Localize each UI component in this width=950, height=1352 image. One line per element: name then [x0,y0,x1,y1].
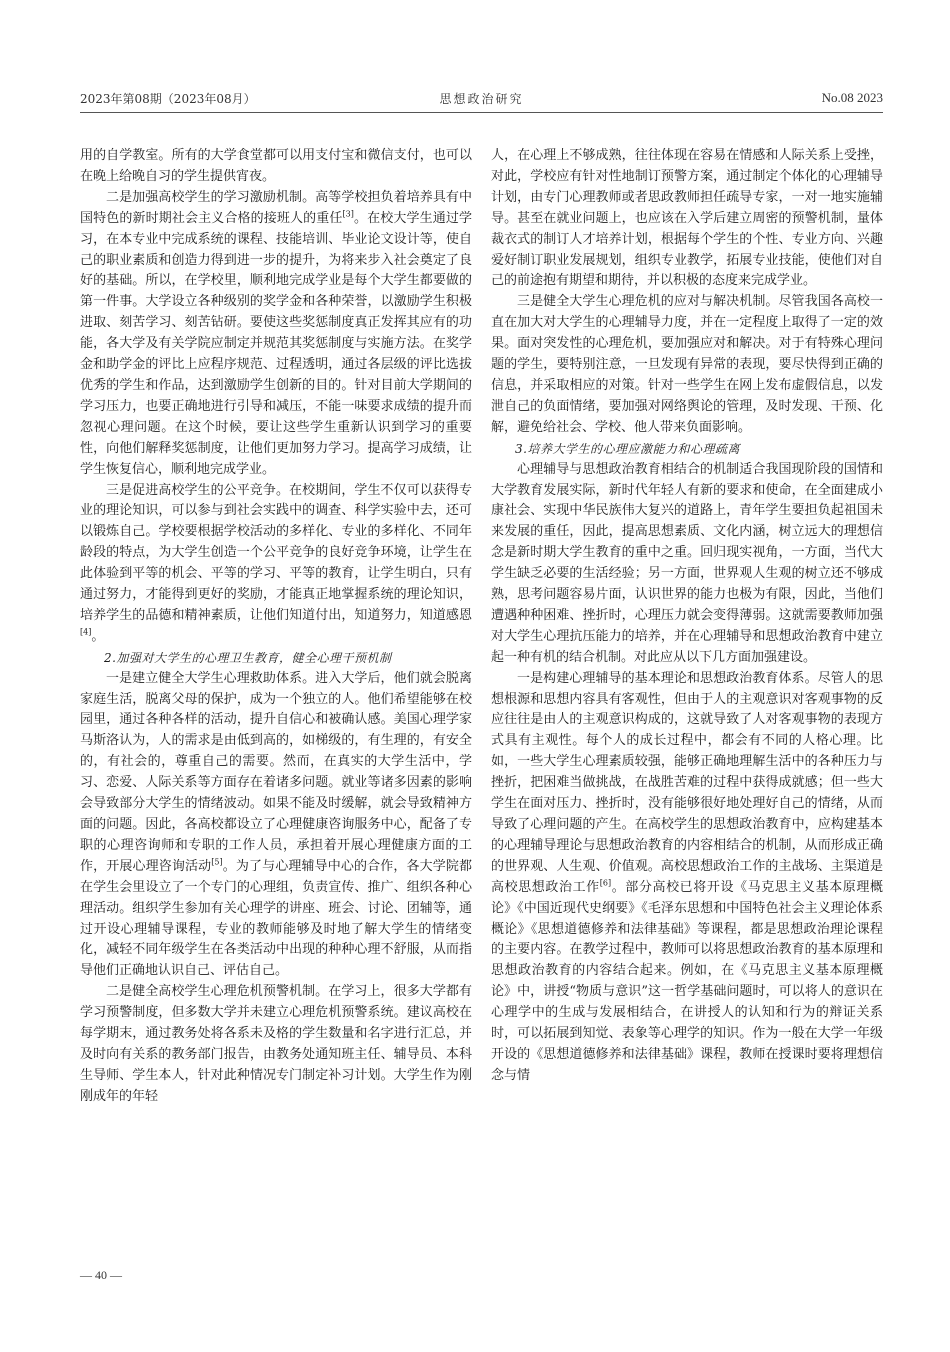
paragraph: 人，在心理上不够成熟，往往体现在容易在情感和人际关系上受挫，对此，学校应有针对性地制订预警方案，通过制定个体化的心理辅导计划，由专门心理教师或者思政教师担任疏导专家，一对一地实施辅导。甚至在就业问题上，也应该在入学后建立周密的预警机制，量体裁衣式的制订人才培养计划，根据每个学生的个性、专业方向、兴趣爱好制订职业发展规划，组织专业教学，拓展专业技能，使他们对自己的前途抱有期望和期待，并以积极的态度来完成学业。 [491,148,883,289]
header-rule [80,112,883,113]
paragraph: 用的自学教室。所有的大学食堂都可以用支付宝和微信支付，也可以在晚上给晚自习的学生提供宵夜。 [80,148,472,184]
section-heading: 3.培养大学生的心理应激能力和心理疏离 [515,441,740,456]
paragraph: 心理辅导与思想政治教育相结合的机制适合我国现阶段的国情和大学教育发展实际，新时代年轻人有新的要求和使命，在全面建成小康社会、实现中华民族伟大复兴的道路上，青年学生要担负起祖国未来发展的重任，因此，提高思想素质、文化内涵，树立远大的理想信念是新时期大学生教育的重中之重。回归现实视角，一方面，当代大学生缺乏必要的生活经验；另一方面，世界观人生观的树立还不够成熟，思考问题容易片面，认识世界的能力也极为有限，因此，当他们遭遇种种困难、挫折时，心理压力就会变得薄弱。这就需要教师加强对大学生心理抗压能力的培养，并在心理辅导和思想政治教育中建立起一种有机的结合机制。对此应从以下几方面加强建设。 [491,461,883,665]
issue-info: 2023年第08期（2023年08月） [80,92,256,106]
citation-5: [5] [211,857,223,867]
right-column [491,146,883,1087]
page-number: — 40 — [80,1268,122,1282]
journal-title: 思想政治研究 [439,92,524,106]
paragraph: 一是构建心理辅导的基本理论和思想政治教育体系。尽管人的思想根源和思想内容具有客观性，但由于人的主观意识对客观事物的反应往往是由人的主观意识构成的，这就导致了人对客观事物的表现方式具有主观性。每个人的成长过程中，都会有不同的人格心理。比如，一些大学生心理素质较强，能够正确地理解生活中的各种压力与挫折，把困难当做挑战，在战胜苦难的过程中获得成就感；但一些大学生在面对压力、挫折时，没有能够很好地处理好自己的情绪，从而导致了心理问题的产生。在高校学生的思想政治教育中，应构建基本的心理辅导理论与思想政治教育的内容相结合的机制，从而形成正确的世界观、人生观、价值观。高校思想政治工作的主战场、主渠道是高校思想政治工作[6]。部分高校已将开设《马克思主义基本原理概论》《中国近现代史纲要》《毛泽东思想和中国特色社会主义理论体系概论》《思想道德修养和法律基础》等课程，都是思想政治理论课程的主要内容。在教学过程中，教师可以将思想政治教育的基本原理和思想政治教育的内容结合起来。例如，在《马克思主义基本原理概论》中，讲授“物质与意识”这一哲学基础问题时，可以将人的意识在心理学中的生成与发展相结合，在讲授人的认知和行为的辩证关系时，可以拓展到知觉、表象等心理学的知识。作为一般在大学一年级开设的《思想道德修养和法律基础》课程，教师在授课时要将理想信念与情 [491,670,883,1083]
paragraph: 一是建立健全大学生心理救助体系。进入大学后，他们就会脱离家庭生活，脱离父母的保护，成为一个独立的人。他们希望能够在校园里，通过各种各样的活动，提升自信心和被确认感。美国心理学家马斯洛认为，人的需求是由低到高的，如梯级的，有生理的，有安全的，有社会的，尊重自己的需要。然而，在真实的大学生活中，学习、恋爱、人际关系等方面存在着诸多问题。就业等诸多因素的影响会导致部分大学生的情绪波动。如果不能及时缓解，就会导致精神方面的问题。因此，各高校都设立了心理健康咨询服务中心，配备了专职的心理咨询师和专职的工作人员，承担着开展心理健康方面的工作，开展心理咨询活动[5]。为了与心理辅导中心的合作，各大学院都在学生会里设立了一个专门的心理组，负责宣传、推广、组织各种心理活动。组织学生参加有关心理学的讲座、班会、讨论、团辅等，通过开设心理辅导课程，专业的教师能够及时地了解大学生的情绪变化，减轻不同年级学生在各类活动中出现的种种心理不舒服，从而指导他们正确地认识自己、评估自己。 [80,670,472,979]
running-header [80,90,883,114]
paragraph: 二是加强高校学生的学习激励机制。高等学校担负着培养具有中国特色的新时期社会主义合格的接班人的重任[3]。在校大学生通过学习，在本专业中完成系统的课程、技能培训、毕业论文设计等，使自己的职业素质和创造力得到进一步的提升，为将来步入社会奠定了良好的基础。所以，在学校里，顺利地完成学业是每个大学生都要做的第一件事。大学设立各种级别的奖学金和各种荣誉，以激励学生积极进取、刻苦学习、刻苦钻研。要使这些奖惩制度真正发挥其应有的功能，各大学及有关学院应制定并规范其奖惩制度与实施方法。在奖学金和助学金的评比上应程序规范、过程透明，通过各层级的评比选拔优秀的学生和作品，达到激励学生创新的目的。针对目前大学期间的学习压力，也要正确地进行引导和减压，不能一味要求成绩的提升而忽视心理问题。在这个时候，要让这些学生重新认识到学习的重要性，向他们解释奖惩制度，让他们更加努力学习。提高学习成绩，让学生恢复信心，顺利地完成学业。 [80,189,472,477]
issue-number: No.08 2023 [821,90,883,105]
paragraph: 二是健全高校学生心理危机预警机制。在学习上，很多大学都有学习预警制度，但多数大学并未建立心理危机预警系统。建议高校在每学期末，通过教务处将各系未及格的学生数量和名字进行汇总，并及时向有关系的教务部门报告，由教务处通知班主任、辅导员、本科生导师、学生本人，针对此种情况专门制定补习计划。大学生作为刚刚成年的年轻 [80,984,472,1104]
paragraph: 三是健全大学生心理危机的应对与解决机制。尽管我国各高校一直在加大对大学生的心理辅导力度，并在一定程度上取得了一定的效果。面对突发性的心理危机，要加强应对和解决。对于有特殊心理问题的学生，要特别注意，一旦发现有异常的表现，要尽快得到正确的信息，并采取相应的对策。针对一些学生在网上发布虚假信息，以发泄自己的负面情绪，要加强对网络舆论的管理，及时发现、干预、化解，避免给社会、学校、他人带来负面影响。 [491,294,883,435]
paragraph: 三是促进高校学生的公平竞争。在校期间，学生不仅可以获得专业的理论知识，可以参与到社会实践中的调查、科学实验中去，还可以锻炼自己。学校要根据学校活动的多样化、专业的多样化、不同年龄段的特点，为大学生创造一个公平竞争的良好竞争环境，让学生在此体验到平等的机会、平等的学习、平等的教育，让学生明白，只有通过努力，才能得到更好的奖励，才能真正地掌握系统的理论知识，培养学生的品德和精神素质，让他们知道付出，知道努力，知道感恩[4]。 [80,482,472,644]
citation-4: [4] [80,627,92,637]
citation-6: [6] [599,878,612,888]
citation-3: [3] [342,209,354,219]
left-column [80,146,472,1108]
section-heading: 2.加强对大学生的心理卫生教育，健全心理干预机制 [104,650,392,665]
